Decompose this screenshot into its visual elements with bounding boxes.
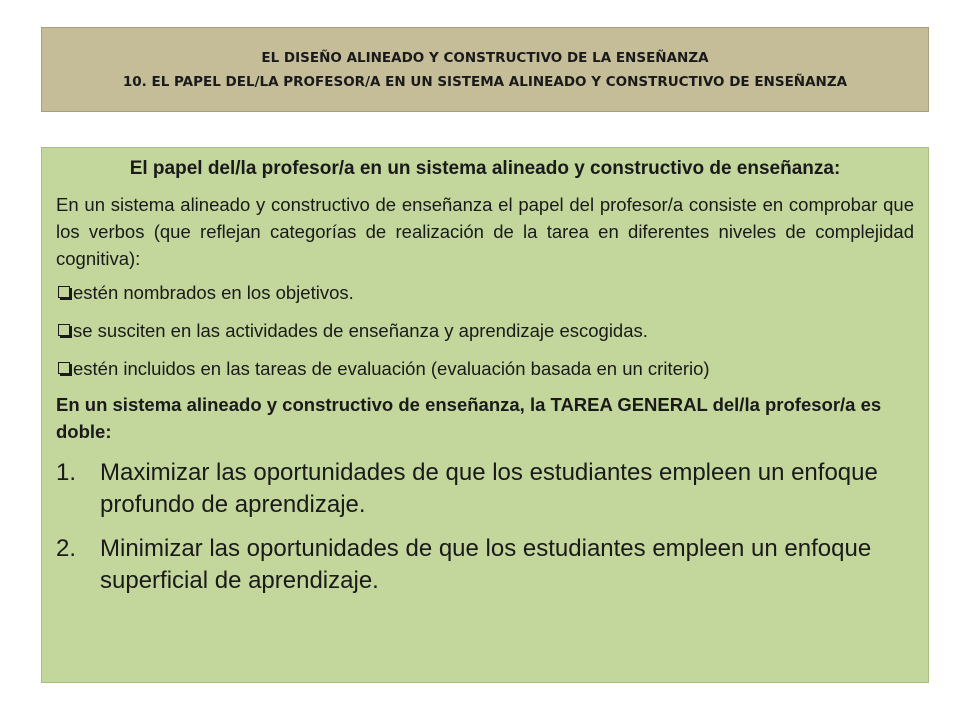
bullet-item [56,318,914,343]
item-number: 2. [56,535,77,562]
numbered-item [56,533,914,597]
item-text: Minimizar las oportunidades de que los estudiantes empleen un enfoque superficial de aprendizaje. [100,535,872,594]
bullet-item [56,356,914,381]
checkbox-bullet-icon [58,324,70,336]
bullet-text: se susciten en las actividades de enseñanza y aprendizaje escogidas. [73,320,648,341]
bullet-text: estén nombrados en los objetivos. [73,282,354,303]
checkbox-bullet-icon [58,286,70,298]
numbered-item [56,457,914,521]
item-number: 1. [56,459,77,486]
bullet-item [56,280,914,305]
slide-header [41,27,929,112]
item-text: Maximizar las oportunidades de que los estudiantes empleen un enfoque profundo de aprendizaje. [100,459,878,518]
content-title: El papel del/la profesor/a en un sistema alineado y constructivo de enseñanza: [129,158,841,179]
header-line-2: 10. EL PAPEL DEL/LA PROFESOR/A EN UN SISTEMA ALINEADO Y CONSTRUCTIVO DE ENSEÑANZA [122,73,848,90]
header-line-1: EL DISEÑO ALINEADO Y CONSTRUCTIVO DE LA ENSEÑANZA [261,49,709,66]
intro-paragraph: En un sistema alineado y constructivo de enseñanza el papel del profesor/a consiste en comprobar que los verbos (que reflejan categorías de realización de la tarea en diferentes niveles de complejidad cognitiva): [56,194,914,269]
content-box [41,147,929,683]
summary-paragraph: En un sistema alineado y constructivo de enseñanza, la TAREA GENERAL del/la profesor/a es doble: [56,394,882,442]
bullet-text: estén incluidos en las tareas de evaluación (evaluación basada en un criterio) [73,358,710,379]
checkbox-bullet-icon [58,362,70,374]
